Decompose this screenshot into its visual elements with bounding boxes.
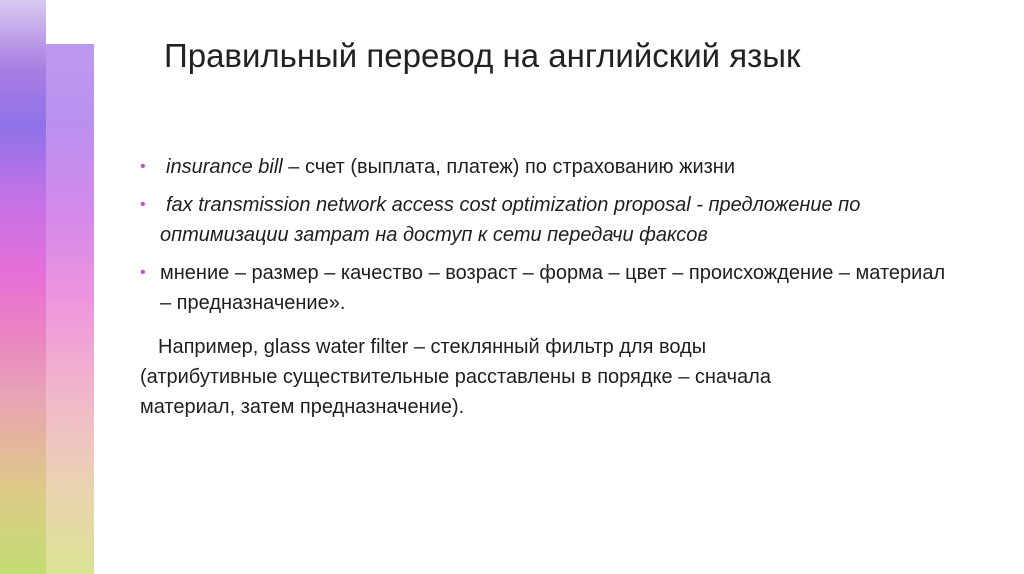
example-line: материал, затем предназначение).: [140, 396, 465, 418]
decorative-gradient-bar-inner: [46, 44, 94, 574]
bullet-item: [140, 258, 960, 318]
bullet-text: мнение – размер – качество – возраст – форма – цвет – происхождение – материал – предназначение».: [160, 262, 946, 314]
slide-content: [140, 152, 960, 422]
bullet-dot-icon: •: [140, 158, 146, 175]
bullet-item: [140, 190, 960, 250]
example-line: (атрибутивные существительные расставлены в порядке – сначала: [140, 366, 771, 388]
bullet-term: insurance bill: [166, 156, 283, 178]
bullet-term: fax transmission network access cost optimization proposal: [166, 194, 691, 216]
bullet-dot-icon: •: [140, 264, 146, 281]
slide-title: Правильный перевод на английский язык: [164, 37, 801, 74]
example-line: Например, glass water filter – стеклянный фильтр для воды: [158, 336, 707, 358]
bullet-text: [160, 190, 960, 250]
decorative-gradient-bar: [0, 0, 46, 574]
bullet-dot-icon: •: [140, 196, 146, 213]
bullet-text: [160, 152, 960, 182]
bullet-item: [140, 152, 960, 182]
example-paragraph: [140, 332, 960, 422]
bullet-definition: - предложение по оптимизации затрат на доступ к сети передачи факсов: [160, 194, 861, 246]
bullet-definition: – счет (выплата, платеж) по страхованию жизни: [282, 156, 736, 178]
